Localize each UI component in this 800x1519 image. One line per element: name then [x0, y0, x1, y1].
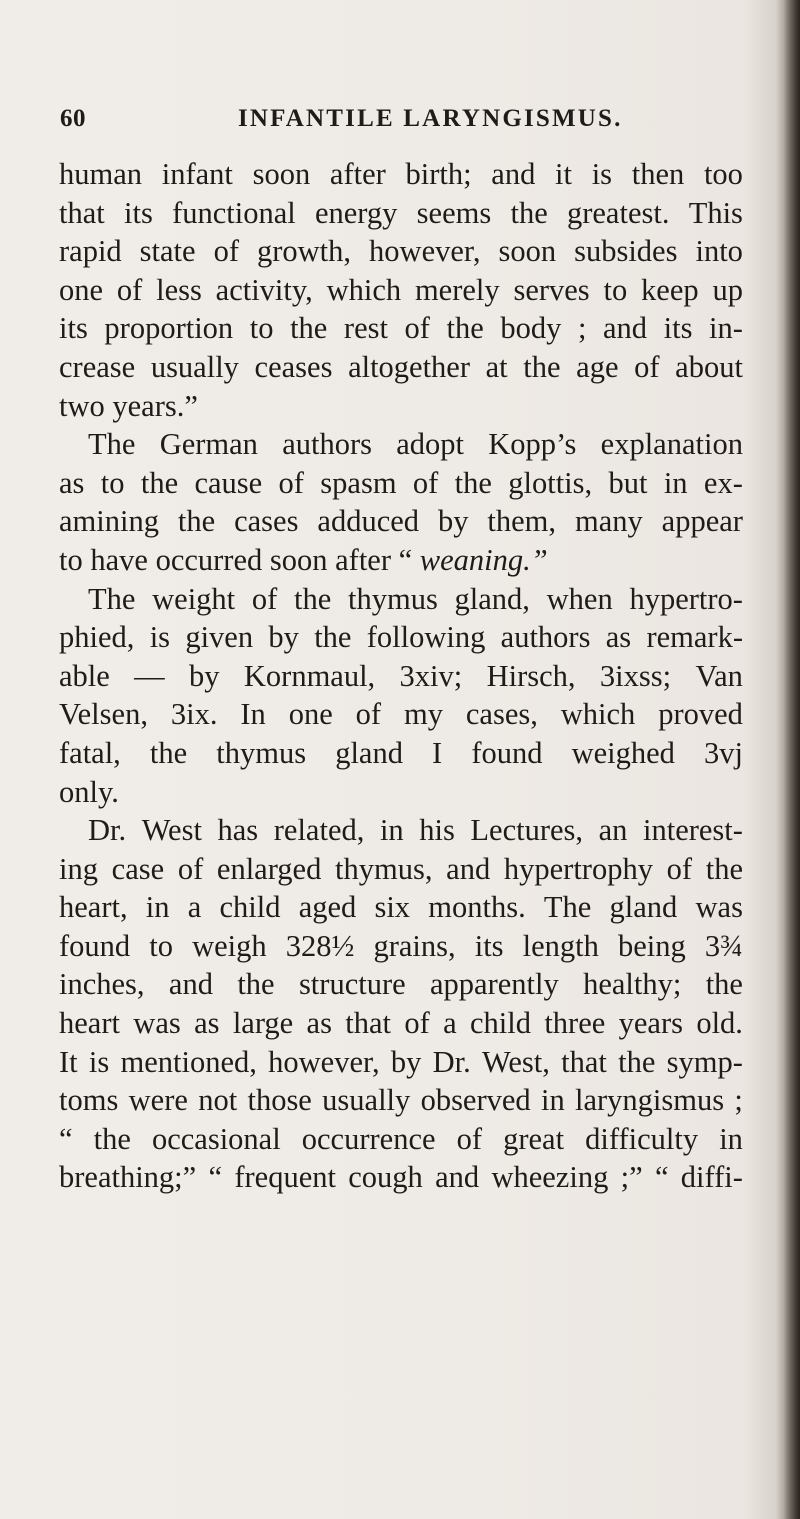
word: thymus: [348, 581, 438, 616]
word: adduced: [317, 504, 420, 539]
word: and: [603, 311, 648, 346]
word: and: [435, 1160, 480, 1195]
word: aged: [298, 890, 357, 925]
word: of: [177, 851, 204, 886]
word: ex-: [703, 465, 743, 500]
word: that: [59, 195, 105, 230]
word: of: [251, 581, 278, 616]
word: of: [404, 311, 430, 346]
word: in: [145, 890, 170, 925]
word: to: [603, 272, 628, 307]
word: his: [419, 813, 455, 848]
word: old.: [696, 1006, 743, 1041]
word: of: [456, 1121, 483, 1156]
word: proved: [658, 697, 743, 732]
word: body: [500, 311, 562, 346]
word: years: [618, 1006, 683, 1041]
word: ;: [734, 1083, 743, 1118]
word: found: [59, 928, 131, 963]
word: by: [390, 1044, 422, 1079]
text-line: [59, 502, 743, 541]
word: proportion: [104, 311, 234, 346]
word: infant: [161, 157, 233, 191]
word: toms: [59, 1083, 119, 1118]
word: them,: [487, 504, 557, 539]
word: 3xiv;: [399, 658, 463, 693]
word: was: [133, 1006, 181, 1041]
word: however,: [369, 234, 481, 269]
word: breathing;”: [59, 1160, 197, 1195]
word: which: [326, 272, 402, 307]
word: too: [703, 157, 743, 191]
word: case: [111, 851, 165, 886]
text-line: [59, 965, 743, 1004]
word: of: [404, 1006, 430, 1041]
word: up: [712, 272, 743, 307]
body-text: [59, 155, 743, 1197]
word: rapid: [59, 234, 122, 269]
word: a: [187, 890, 202, 925]
word: have: [90, 542, 148, 577]
word: to: [59, 542, 83, 577]
word: amining: [59, 504, 159, 539]
text-line: [59, 927, 743, 966]
word: gland: [609, 890, 678, 925]
word: six: [374, 890, 411, 925]
word: after: [335, 542, 391, 577]
word: occurrence: [301, 1121, 436, 1156]
word: glottis,: [508, 465, 593, 500]
word: then: [631, 157, 685, 191]
word: the: [510, 195, 548, 230]
word: structure: [298, 967, 406, 1002]
word: wheezing: [491, 1160, 609, 1195]
word: of: [412, 465, 439, 500]
word: interest-: [643, 813, 743, 848]
word: by: [437, 504, 469, 539]
word: healthy;: [583, 967, 682, 1002]
word: two: [59, 388, 105, 423]
word: the: [454, 465, 492, 500]
word: as: [194, 1006, 220, 1041]
word: after: [329, 157, 386, 191]
word: authors: [282, 427, 372, 462]
word: symp-: [666, 1044, 743, 1079]
word: in: [540, 1083, 565, 1118]
page-number: 60: [60, 105, 86, 132]
word: hypertrophy: [503, 851, 653, 886]
page-edge-shadow: [784, 0, 800, 1519]
word: Lectures,: [470, 813, 584, 848]
word: that: [345, 1006, 392, 1041]
word: three: [544, 1006, 606, 1041]
word: great: [503, 1121, 565, 1156]
word: one: [59, 272, 104, 307]
word: It: [59, 1044, 78, 1079]
word: cause: [194, 465, 263, 500]
word: its: [59, 311, 88, 346]
word: large: [232, 1006, 294, 1041]
word: usually: [150, 349, 239, 384]
word: birth;: [405, 157, 472, 191]
word: energy: [314, 195, 398, 230]
word: rest: [343, 311, 388, 346]
word: inches,: [59, 967, 145, 1002]
word: given: [185, 620, 254, 655]
word: child: [219, 890, 281, 925]
word: ;”: [620, 1160, 643, 1195]
word: the: [618, 1044, 656, 1079]
running-head: [60, 104, 740, 134]
text-line: [59, 1043, 743, 1082]
word: the: [93, 1121, 131, 1156]
word: has: [217, 813, 259, 848]
word: of: [116, 272, 143, 307]
word: observed: [420, 1083, 531, 1118]
word: only.: [59, 774, 119, 809]
word: following: [366, 620, 486, 655]
word: fatal,: [59, 735, 121, 770]
word: thymus,: [335, 851, 433, 886]
text-line: [59, 850, 743, 889]
word: enlarged: [216, 851, 322, 886]
text-line: [59, 194, 743, 233]
word: the: [237, 967, 275, 1002]
text-line: [59, 657, 743, 696]
word: at: [485, 349, 508, 384]
text-line: [59, 1120, 743, 1159]
word: in: [663, 465, 688, 500]
word: and: [446, 851, 491, 886]
word: in-: [709, 311, 743, 346]
word: grains,: [373, 928, 456, 963]
word: of: [213, 234, 239, 269]
word: months.: [428, 890, 526, 925]
word: were: [128, 1083, 188, 1118]
word: human: [59, 157, 143, 191]
word: of: [278, 465, 304, 500]
word: Dr.: [432, 1044, 471, 1079]
text-line: [59, 387, 743, 426]
word: laryngismus: [575, 1083, 725, 1118]
word: cases: [234, 504, 299, 539]
word: less: [156, 272, 202, 307]
word: of: [634, 349, 660, 384]
word: “: [59, 1121, 73, 1156]
word: weighed: [571, 735, 675, 770]
word: adopt: [396, 427, 465, 462]
text-line: [59, 618, 743, 657]
word: subsides: [574, 234, 678, 269]
word: Dr.: [88, 813, 127, 848]
word: functional: [172, 195, 296, 230]
text-line: [59, 1081, 743, 1120]
word: usually: [322, 1083, 411, 1118]
word: gland: [335, 735, 403, 770]
word: is: [149, 620, 171, 655]
word: heart,: [59, 890, 128, 925]
word: phied,: [59, 620, 135, 655]
word: mentioned,: [120, 1044, 257, 1079]
word: spasm: [320, 465, 397, 500]
text-line: [59, 309, 743, 348]
word: the: [149, 735, 188, 770]
word: 3vj: [704, 735, 743, 770]
word: remark-: [646, 620, 743, 655]
text-line: [59, 271, 743, 310]
word: —: [134, 658, 165, 693]
word: not: [198, 1083, 238, 1118]
word: soon: [252, 157, 311, 191]
word: weight: [152, 581, 236, 616]
word: which: [560, 697, 636, 732]
word: Velsen,: [59, 697, 148, 732]
word: the: [523, 349, 561, 384]
word: occasional: [151, 1121, 281, 1156]
word: the: [446, 311, 484, 346]
word: state: [139, 234, 196, 269]
word: the: [294, 581, 332, 616]
word: is: [88, 1044, 110, 1079]
word: one: [288, 697, 333, 732]
text-line: [59, 348, 743, 387]
word: and: [491, 157, 536, 191]
word: The: [88, 427, 136, 462]
text-line: [59, 541, 743, 580]
word: The: [543, 890, 592, 925]
text-line: [59, 811, 743, 850]
word: to: [100, 465, 125, 500]
word: that: [561, 1044, 607, 1079]
word: West,: [482, 1044, 550, 1079]
word: in: [379, 813, 404, 848]
word: my: [403, 697, 443, 732]
word: is: [591, 157, 613, 191]
word: the: [705, 851, 743, 886]
word: seems: [416, 195, 492, 230]
word: Kopp’s: [488, 427, 577, 462]
word: gland,: [454, 581, 530, 616]
word: soon: [498, 234, 557, 269]
text-line: [59, 1004, 743, 1043]
word: ceases: [254, 349, 333, 384]
word: the: [177, 504, 216, 539]
word: German: [159, 427, 258, 462]
word: apparently: [430, 967, 559, 1002]
word: occurred: [155, 542, 263, 577]
word: altogether: [348, 349, 471, 384]
word: it: [555, 157, 572, 191]
text-line: [59, 425, 743, 464]
text-line: [59, 580, 743, 619]
word: 3ix.: [170, 697, 218, 732]
word: West: [141, 813, 202, 848]
word: frequent: [234, 1160, 336, 1195]
word: and: [168, 967, 213, 1002]
word: the: [705, 967, 743, 1002]
word: Kornmaul,: [243, 658, 376, 693]
word: being: [617, 928, 686, 963]
word: age: [576, 349, 619, 384]
word: an: [598, 813, 628, 848]
word: length: [522, 928, 599, 963]
text-line: [59, 155, 743, 194]
word: growth,: [257, 234, 352, 269]
word: thymus: [216, 735, 307, 770]
word: ;: [577, 311, 587, 346]
word: serves: [513, 272, 590, 307]
word: about: [675, 349, 743, 384]
word: ing: [59, 851, 98, 886]
word: explanation: [600, 427, 743, 462]
word: “: [654, 1160, 669, 1195]
word: child: [470, 1006, 531, 1041]
word: keep: [641, 272, 699, 307]
word: crease: [59, 349, 136, 384]
word: cough: [348, 1160, 423, 1195]
word: the: [140, 465, 179, 500]
word: I: [432, 735, 443, 770]
text-line: [59, 464, 743, 503]
word: a: [443, 1006, 457, 1041]
word: Van: [695, 658, 743, 693]
word: weigh: [192, 928, 267, 963]
word: of: [355, 697, 382, 732]
word: was: [695, 890, 743, 925]
word: difficulty: [585, 1121, 699, 1156]
word: greatest.: [566, 195, 670, 230]
word: by: [189, 658, 220, 693]
word: by: [268, 620, 299, 655]
word: The: [88, 581, 136, 616]
word: “: [208, 1160, 223, 1195]
text-line: [59, 734, 743, 773]
word: the: [290, 311, 328, 346]
word: hypertro-: [629, 581, 743, 616]
word: related,: [273, 813, 365, 848]
word: the: [314, 620, 352, 655]
word: its: [474, 928, 504, 963]
text-line: [59, 232, 743, 271]
word: as: [605, 620, 632, 655]
word: 3ixss;: [599, 658, 672, 693]
word: to: [249, 311, 274, 346]
word: those: [247, 1083, 312, 1118]
text-line: [59, 888, 743, 927]
word: 328½: [285, 928, 355, 963]
word: as: [59, 465, 85, 500]
word: activity,: [215, 272, 313, 307]
word: “: [398, 542, 413, 577]
word: when: [546, 581, 613, 616]
text-line: [59, 695, 743, 734]
word: weaning.”: [419, 542, 548, 577]
word: cases,: [465, 697, 538, 732]
word: found: [471, 735, 543, 770]
word: authors: [500, 620, 591, 655]
word: to: [149, 928, 173, 963]
word: of: [666, 851, 693, 886]
word: merely: [414, 272, 500, 307]
word: many: [574, 504, 643, 539]
word: 3¾: [704, 928, 743, 963]
word: its: [124, 195, 153, 230]
word: however,: [268, 1044, 380, 1079]
text-line: [59, 773, 743, 812]
word: its: [663, 311, 693, 346]
word: appear: [661, 504, 743, 539]
word: In: [240, 697, 266, 732]
word: but: [608, 465, 648, 500]
word: Hirsch,: [486, 658, 576, 693]
word: years.”: [112, 388, 198, 423]
word: in: [719, 1121, 743, 1156]
word: This: [688, 195, 743, 230]
text-line: [59, 1158, 743, 1197]
word: as: [306, 1006, 332, 1041]
word: diffi-: [680, 1160, 743, 1195]
word: able: [59, 658, 110, 693]
word: into: [695, 234, 743, 269]
word: soon: [269, 542, 328, 577]
word: heart: [59, 1006, 120, 1041]
page-title: INFANTILE LARYNGISMUS.: [238, 105, 623, 132]
